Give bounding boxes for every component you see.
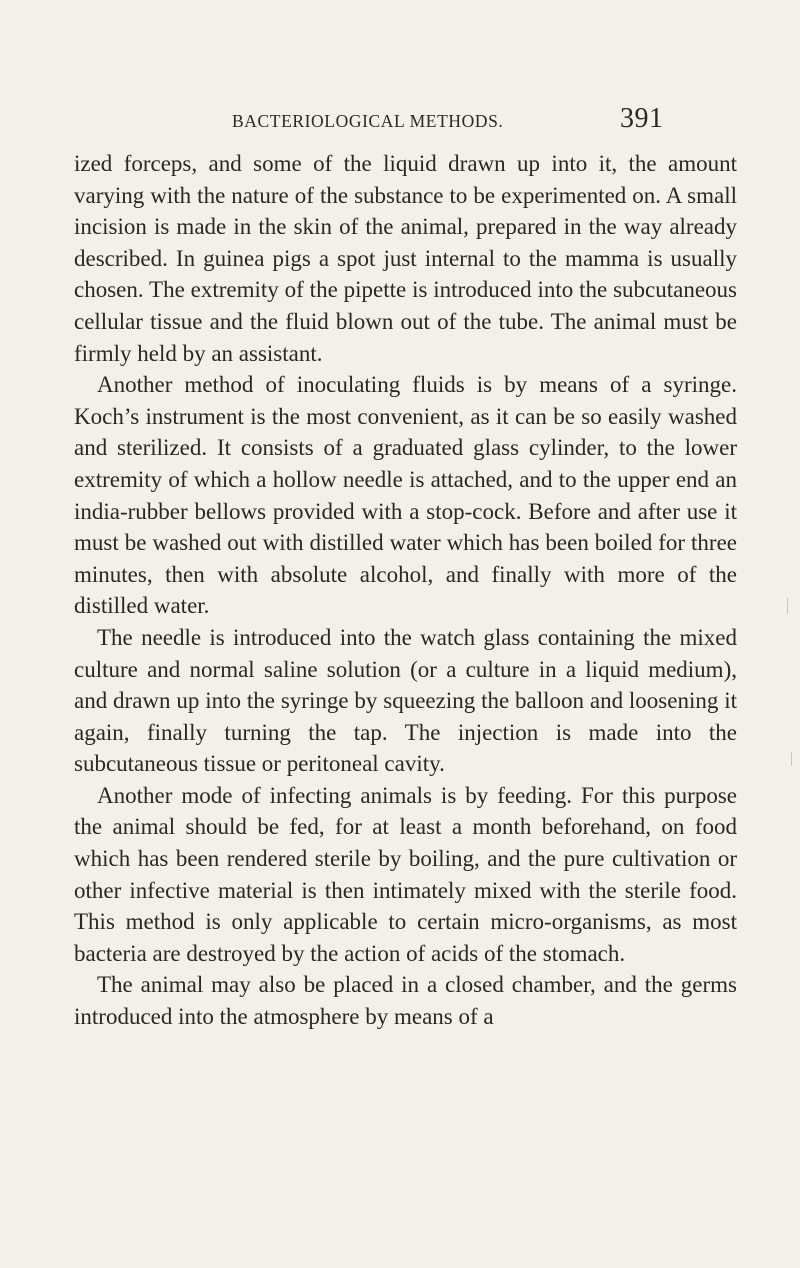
paragraph-3: The needle is introduced into the watch glass containing the mixed culture and normal saline solution (or a culture in a liquid medium), and drawn up into the syringe by squeezing the balloon and loosening it again, finally turning the tap. The injection is made into the subcutaneous tissue or peritoneal cavity. — [74, 624, 737, 777]
paragraph-4: Another mode of infecting animals is by feeding. For this purpose the animal should be fed, for at least a month beforehand, on food which has been rendered sterile by boiling, and the pure cultivation or other infective material is then intimately mixed with the sterile food. This method is only applicable to certain micro-organisms, as most bacteria are destroyed by the action of acids of the stomach. — [74, 782, 737, 966]
page-edge-mark-lower — [791, 752, 792, 766]
paragraph-5: The animal may also be placed in a closed chamber, and the germs introduced into the atmosphere by means of a — [74, 972, 737, 1030]
paragraph-1: ized forceps, and some of the liquid drawn up into it, the amount varying with the nature of the substance to be experimented on. A small incision is made in the skin of the animal, prepared in the way already described. In guinea pigs a spot just internal to the mamma is usually chosen. The extremity of the pipette is introduced into the subcutaneous cellular tissue and the fluid blown out of the tube. The animal must be firmly held by an assistant. — [74, 151, 737, 366]
page-number: 391 — [620, 103, 664, 134]
page-edge-mark-upper — [787, 598, 788, 614]
running-head — [0, 103, 800, 143]
running-title: BACTERIOLOGICAL METHODS. — [232, 111, 504, 131]
body-text — [74, 148, 737, 1033]
paragraph-2: Another method of inoculating fluids is by means of a syringe. Koch’s instrument is the most convenient, as it can be so easily washed and sterilized. It consists of a graduated glass cylinder, to the lower extremity of which a hollow needle is attached, and to the upper end an india-rubber bellows provided with a stop-cock. Before and after use it must be washed out with distilled water which has been boiled for three minutes, then with absolute alcohol, and finally with more of the distilled water. — [74, 372, 737, 619]
